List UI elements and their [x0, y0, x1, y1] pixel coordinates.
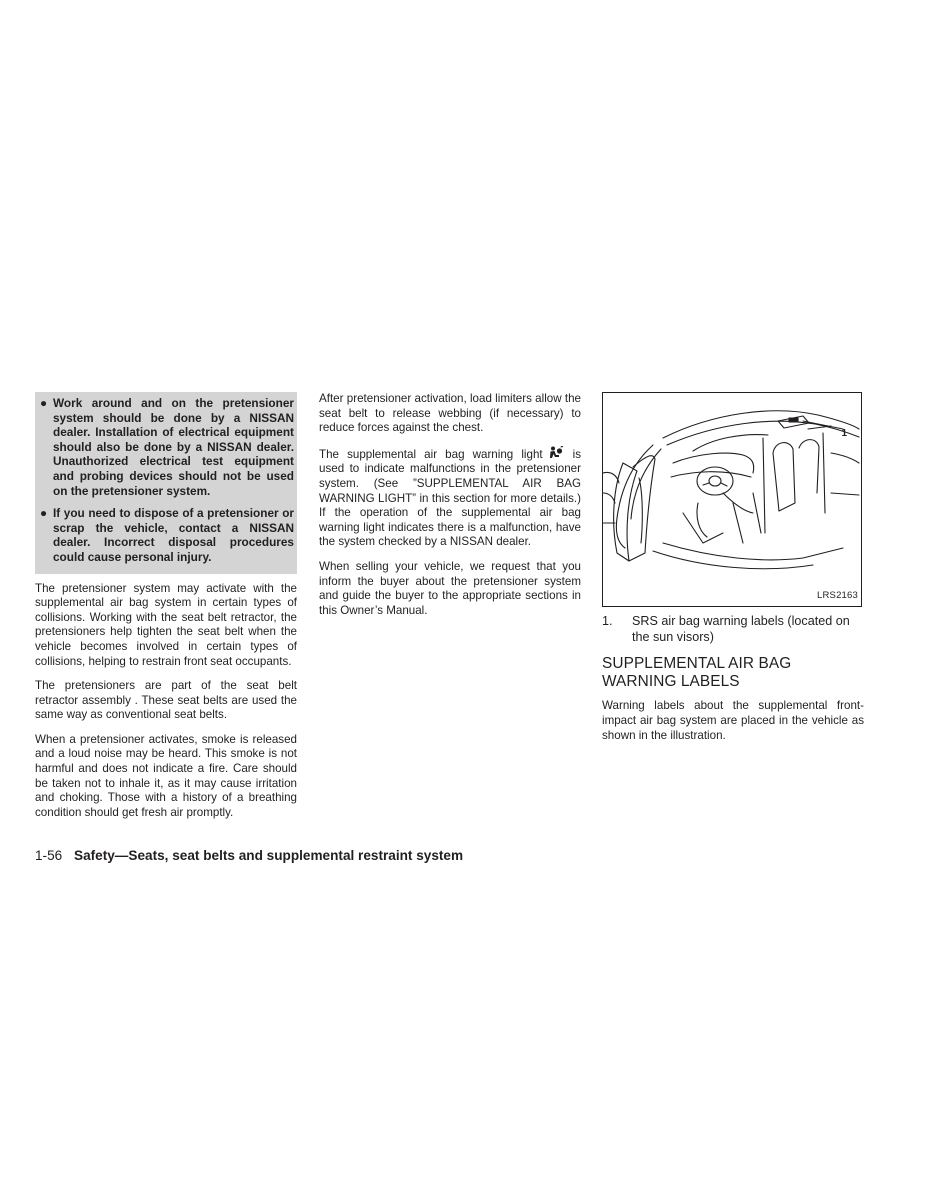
body-paragraph: When selling your vehicle, we request that you inform the buyer about the pretensioner system and guide the buyer to the appropriate sections in this Owner’s Manual. [319, 559, 581, 617]
warning-text: If you need to dispose of a pretensioner or scrap the vehicle, contact a NISSAN dealer. Incorrect disposal procedures could cause personal injury. [53, 506, 294, 564]
left-column [35, 392, 297, 830]
warning-bullet [38, 396, 294, 498]
figure-caption [602, 613, 864, 645]
heading-line: SUPPLEMENTAL AIR BAG [602, 655, 792, 673]
car-interior-drawing [603, 393, 861, 606]
body-paragraph: The pretensioners are part of the seat belt retractor assembly . These seat belts are used the same way as conventional seat belts. [35, 679, 297, 722]
body-text: is used to indicate malfunctions in the pretensioner system. (See ”SUPPLEMENTAL AIR BAG WARNING LIGHT” in this section for more details.) If the operation of the supplemental air bag warning light indicates there is a malfunction, have the system checked by a NISSAN dealer. [319, 447, 581, 549]
callout-number: 1 [841, 428, 847, 439]
body-text: The supplemental air bag warning light [319, 447, 543, 461]
car-interior-illustration [602, 392, 862, 607]
warning-box [35, 392, 297, 574]
bullet-icon: ● [40, 396, 48, 410]
body-paragraph: The pretensioner system may activate with the supplemental air bag system in certain types of collisions. Working with the seat belt retractor, the pretensioners help tighten the seat belt when the vehicle becomes involved in certain types of collisions, helping to restrain front seat occupants. [35, 581, 297, 668]
middle-column [319, 392, 581, 628]
warning-text: Work around and on the pretensioner system should be done by a NISSAN dealer. Installation of electrical equipment should also be done by a NISSAN dealer. Unauthorized electrical test equipment and probing devices should not be used on the pretensioner system. [53, 396, 294, 498]
caption-number: 1. [602, 614, 613, 628]
bullet-icon: ● [40, 506, 48, 521]
warning-light-paragraph [319, 446, 581, 550]
right-column [602, 392, 864, 753]
airbag-warning-light-icon [549, 446, 563, 460]
page-footer [35, 848, 463, 863]
warning-bullet [38, 506, 294, 564]
chapter-title: Safety—Seats, seat belts and supplemental restraint system [74, 848, 464, 863]
body-paragraph: After pretensioner activation, load limiters allow the seat belt to release webbing (if necessary) to reduce forces against the chest. [319, 392, 581, 435]
caption-text: SRS air bag warning labels (located on the sun visors) [632, 614, 850, 645]
figure-code: LRS2163 [816, 590, 858, 602]
page-number: 1-56 [35, 848, 63, 863]
section-heading [602, 655, 864, 690]
body-paragraph: When a pretensioner activates, smoke is released and a loud noise may be heard. This smoke is not harmful and does not indicate a fire. Care should be taken not to inhale it, as it may cause irritation and choking. Those with a history of a breathing condition should get fresh air promptly. [35, 732, 297, 819]
section-body: Warning labels about the supplemental front-impact air bag system are placed in the vehicle as shown in the illustration. [602, 699, 864, 742]
heading-line: WARNING LABELS [602, 672, 740, 690]
